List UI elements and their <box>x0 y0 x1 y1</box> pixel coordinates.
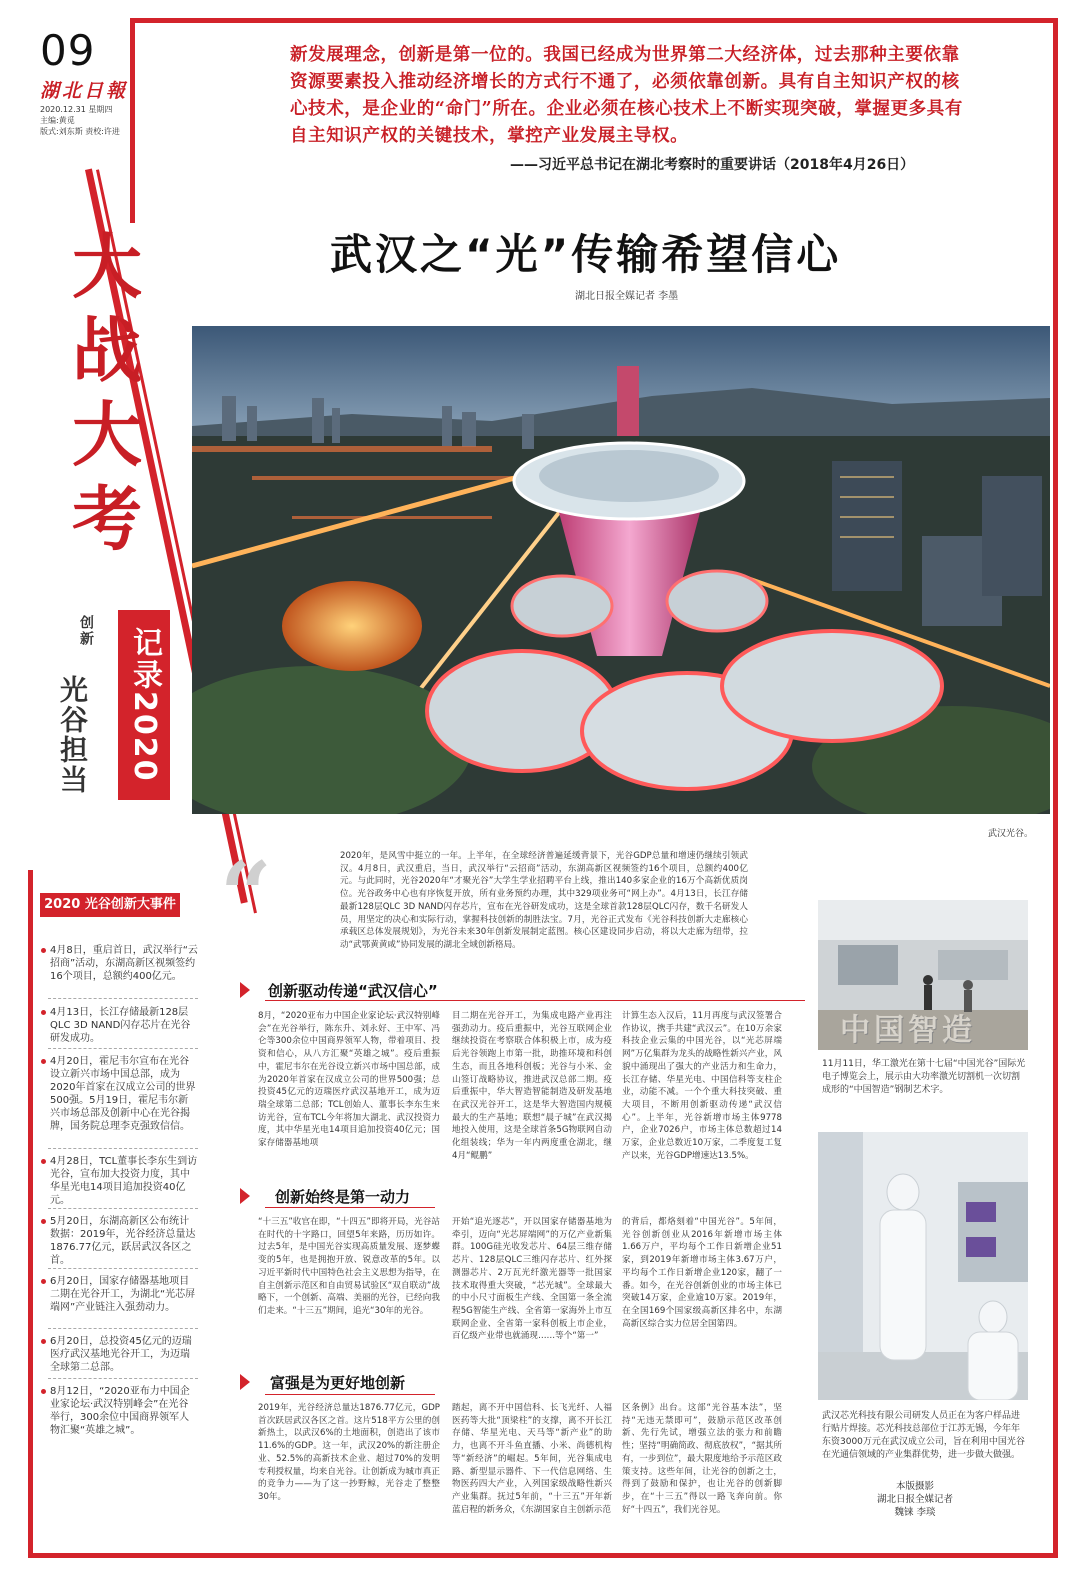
article-column: 计算生态入汉后，11月再度与武汉签署合作协议，携手共建“武汉云”。在10万余家科技企业云集的中国光谷，以“光芯屏端网”万亿集群为龙头的战略性新兴产业，风貌中涌现出了强大的产业活力和生命力，长江存储、华星光电、中国信科等支柱企业，动能不减。一个个重大科技突破、重大项目，不断用创新驱动传递“武汉信心”。上半年，光谷新增市场主体9778户，企业7026户，市场主体总数超过14万家，企业总数近10万家，二季度复工复产以来，光谷GDP增速达13.5%。 <box>622 1011 782 1161</box>
credit-line: 本版摄影 <box>895 1481 934 1492</box>
credit-line: 魏铼 李琰 <box>894 1507 936 1518</box>
article-column: 2019年，光谷经济总量达1876.77亿元，GDP首次跃居武汉各区之首。这片518平方公里的创新热土，以武汉6%的土地面积，创造出了该市11.6%的GDP。这一年，武汉20%的新注册企业、52.5%的高新技术企业、超过70%的发明专利授权量，均来自光谷。让创新成为城市真正的竞争力——为了这一抄野鲸，光谷走了整整30年。 <box>258 1403 440 1502</box>
article-column: “十三五”收官在即，“十四五”即将开局，光谷站在时代的十字路口，回望5年来路，历历如许。过去5年，是中国光谷实现高质量发展、逐梦蝶变的5年，也是拥抱开放、锐意改革的5年。以习近平新时代中国特色社会主义思想为指导，在自主创新示范区和自由贸易试验区“双自联动”战略下，一个创新、高端、美丽的光谷，已经向我们走来。“十三五”期间，追光“30年的光谷。 <box>258 1217 440 1316</box>
page-number: 09 <box>40 26 96 75</box>
section-marker-icon <box>240 1188 250 1204</box>
frame-left-top <box>130 18 135 223</box>
editor: 主编:黄觅 <box>40 116 75 125</box>
article-column: 的背后，都烙刻着“中国光谷”。5年间，光谷创新创业从2016年新增市场主体1.66万户，平均每个工作日新增企业51家，到2019年新增市场主体3.67万户，平均每个工作日新增企业120家，翻了一番。如今，在光谷创新创业的市场主体已突破14万家，企业逾10万家。2019年，在全国169个国家级高新区排名中，东湖高新区综合实力位居全国第四。 <box>622 1217 782 1329</box>
lead-paragraph: 2020年，是风雪中挺立的一年。上半年，在全球经济普遍延缓背景下，光谷GDP总量和增速仍继续引领武汉。4月8日，武汉重启，当日，武汉举行“云招商”活动，东湖高新区视频签约16个项目，总额约400亿元。与此同时，光谷2020年“才聚光谷”大学生学业招聘平台上线，推出140多家企业的16万个高新优质岗位。光谷政务中心也有序恢复开放，所有业务预约办理，其中329项业务可“网上办”。4月13日，长江存储最新128层QLC 3D NAND闪存芯片，宣布在光谷研发成功，这是全球首款128层QLC闪存，数千名研发人员，用坚定的决心和实际行动，掌握科技创新的制胜法宝。7月，光谷正式发布《光谷科技创新大走廊核心承载区总体发展规划》，为光谷未来30年创新发展制定蓝图。核心区建设同步启动，将以大走廊为纽带，拉动“武鄂黄黄咸”协同发展的湖北全域创新格局。 <box>340 851 748 950</box>
series-char: 大 <box>72 393 142 476</box>
divider <box>48 1048 198 1049</box>
photo-caption: 武汉芯光科技有限公司研发人员正在为客户样品进行贴片焊接。芯光科技总部位于江苏无锡，今年年东资3000万元在武汉成立公司，旨在利用中国光谷在光通信领域的产业集群优势，进一步做大做强。 <box>822 1411 1025 1460</box>
divider <box>265 1000 805 1001</box>
divider <box>48 998 198 999</box>
photo-credit <box>860 1480 970 1519</box>
series-char: 考 <box>72 477 142 560</box>
byline: 湖北日报全媒记者 李墨 <box>575 291 679 302</box>
section-heading: 创新始终是第一动力 <box>275 1188 411 1206</box>
section-marker-icon <box>240 982 250 998</box>
issue-date: 2020.12.31 星期四 <box>40 105 113 114</box>
event-item: 4月28日，TCL董事长李东生到访光谷，宣布加大投资力度，其中华星光电14项目追加投资40亿元。 <box>50 1156 198 1206</box>
article-column: 踏起，离不开中国信科、长飞光纤、人福医药等大批“顶梁柱”的支撑，离不开长江存储、华星光电、天马等“新产业”的助力，也离不开斗鱼直播、小米、尚德机构等“新经济”的崛起。5年间，光谷集成电路、新型显示器件、下一代信息网络、生物医药四大产业，入列国家级战略性新兴产业集群。抚过5年前，“十三五”开年新蓝启程的新务众，《东湖国家自主创新示范 <box>452 1403 612 1515</box>
frame-left-bottom <box>28 870 33 1558</box>
divider <box>48 1268 198 1269</box>
event-item: 6月20日，总投资45亿元的迈瑞医疗武汉基地光谷开工，为迈瑞全球第二总部。 <box>50 1335 198 1374</box>
series-char: 大 <box>72 225 142 308</box>
event-item: 4月13日，长江存储最新128层QLC 3D NAND闪存芯片在光谷研发成功。 <box>50 1006 198 1045</box>
article-column: 开始“追光逐芯”，开以国家存储器基地为牵引，迈向“光芯屏端网”的万亿产业新集群。100G硅光收发芯片、64层三维存储芯片、128层QLC三维闪存芯片、红外探测器芯片、2万瓦光纤激光器等一批国家技术取得重大突破，“芯光城”。全球最大的中小尺寸面板生产线、全国第一条全流程5G智能生产线、全省第一家海外上市互联网企业、全省第一家科创板上市企业，百亿级产业带也就涌现……等个“第一” <box>452 1217 612 1342</box>
quote-source: ——习近平总书记在湖北考察时的重要讲话（2018年4月26日） <box>510 157 915 173</box>
quote-mark-decoration: “ <box>220 842 272 948</box>
record-2020-label: 记录2020 <box>118 610 170 800</box>
event-item: 8月12日，“2020亚布力中国企业家论坛·武汉特别峰会”在光谷举行，300余位中国商界领军人物汇聚“英雄之城”。 <box>50 1385 198 1437</box>
article-column: 区条例》出台。这部“光谷基本法”，坚持“无违无禁即可”，鼓励示范区改革创新、先行先试，增强立法的张力和前瞻性；坚持“明确简政、彻底放权”，“据其所有，一步到位”，最大限度地给予示范区政策支持。这些年间，让光谷的创新之士，得到了鼓励和保护，也让光谷的创新脚步，在“十三五”得以一路飞奔向前。你好“十四五”，我们光谷见。 <box>622 1403 782 1515</box>
event-item: 6月20日，国家存储器基地项目二期在光谷开工，为湖北“光芯屏端网”产业链注入强劲动力。 <box>50 1275 198 1314</box>
paper-logo: 湖北日報 <box>40 80 129 102</box>
divider <box>265 1394 435 1395</box>
divider <box>48 1378 198 1379</box>
section-heading: 创新驱动传递“武汉信心” <box>268 982 438 1000</box>
divider <box>48 1328 198 1329</box>
divider <box>48 1208 198 1209</box>
series-subtitle: 光谷担当 <box>56 675 89 795</box>
events-heading: 2020 光谷创新大事件 <box>40 893 180 917</box>
series-char: 战 <box>72 309 142 392</box>
credit-line: 湖北日报全媒记者 <box>876 1494 953 1505</box>
series-title <box>62 225 152 561</box>
article-column: 目二期在光谷开工，为集成电路产业再注强劲动力。疫后重振中，光谷互联网企业继续投资在考察联合体积极上市，成为疫后光谷领跑上市第一批，助推环境和科创生态，而且各地科创板；光谷与小米、金山签订战略协议，推进武汉总部二期。疫后重振中，华大智造智能制造及研发基地在武汉光谷开工，这是华大智造国内规模最大的生产基地；联想“晨子城”在武汉揭地投入使用，这是全球首条5G物联网自动化组装线；华为一年内两度重仓湖北，继4月“鲲鹏” <box>452 1011 612 1161</box>
lab-photo <box>818 1132 1028 1400</box>
layout-credit: 版式:刘东斯 责校:许进 <box>40 127 120 136</box>
series-tag: 创新 <box>78 615 94 647</box>
headline: 武汉之“光”传输希望信心 <box>330 230 842 279</box>
leader-quote: 新发展理念，创新是第一位的。我国已经成为世界第二大经济体，过去那种主要依靠资源要素投入推动经济增长的方式行不通了，必须依靠创新。具有自主知识产权的核心技术，是企业的“命门”所在。企业必须在核心技术上不断实现突破，掌握更多具有自主知识产权的关键技术，掌控产业发展主导权。 <box>290 45 963 146</box>
event-item: 4月20日，霍尼韦尔宣布在光谷设立新兴市场中国总部，成为2020年首家在汉成立公司的世界500强。5月19日，霍尼韦尔新兴市场总部及创新中心在光谷揭牌，国务院总理李克强致信信。 <box>50 1055 198 1133</box>
article-column: 8月，“2020亚布力中国企业家论坛·武汉特别峰会”在光谷举行，陈东升、刘永好、王中军、冯仑等300余位中国商界领军人物，带着项目、投资和信心，从八方汇聚“英雄之城”。疫后重振中，霍尼韦尔在光谷设立新兴市场中国总部，成为2020年首家在汉成立公司的世界500强；总投资45亿元的迈瑞医疗武汉基地开工，成为迈瑞全球第二总部；TCL创始人、董事长李东生来访光谷，宣布TCL今年将加大湖北、武汉投资力度，其中华星光电14项目追加投资40亿元；国家存储器基地项 <box>258 1011 440 1149</box>
divider <box>265 1207 435 1208</box>
section-heading: 富强是为更好地创新 <box>270 1374 406 1392</box>
divider <box>48 1148 198 1149</box>
main-photo <box>192 326 1050 814</box>
frame-right <box>1053 18 1058 1558</box>
event-item: 4月8日，重启首日，武汉举行“云招商”活动，东湖高新区视频签约16个项目，总额约400亿元。 <box>50 945 198 982</box>
frame-top <box>130 18 1058 23</box>
china-made-sign: 中国智造 <box>840 1013 976 1048</box>
optics-valley-night-photo <box>192 326 1050 814</box>
cleanroom-photo <box>818 1132 1028 1400</box>
frame-bottom <box>28 1553 1058 1558</box>
photo-caption: 武汉光谷。 <box>988 829 1034 839</box>
photo-caption: 11月11日，华工激光在第十七届“中国光谷”国际光电子博览会上，展示由大功率激光切割机一次切割成形的“中国智造”钢制艺术字。 <box>822 1059 1026 1095</box>
event-item: 5月20日，东湖高新区公布统计数据：2019年，光谷经济总量达1876.77亿元，跃居武汉各区之首。 <box>50 1215 198 1267</box>
section-marker-icon <box>240 1374 250 1390</box>
